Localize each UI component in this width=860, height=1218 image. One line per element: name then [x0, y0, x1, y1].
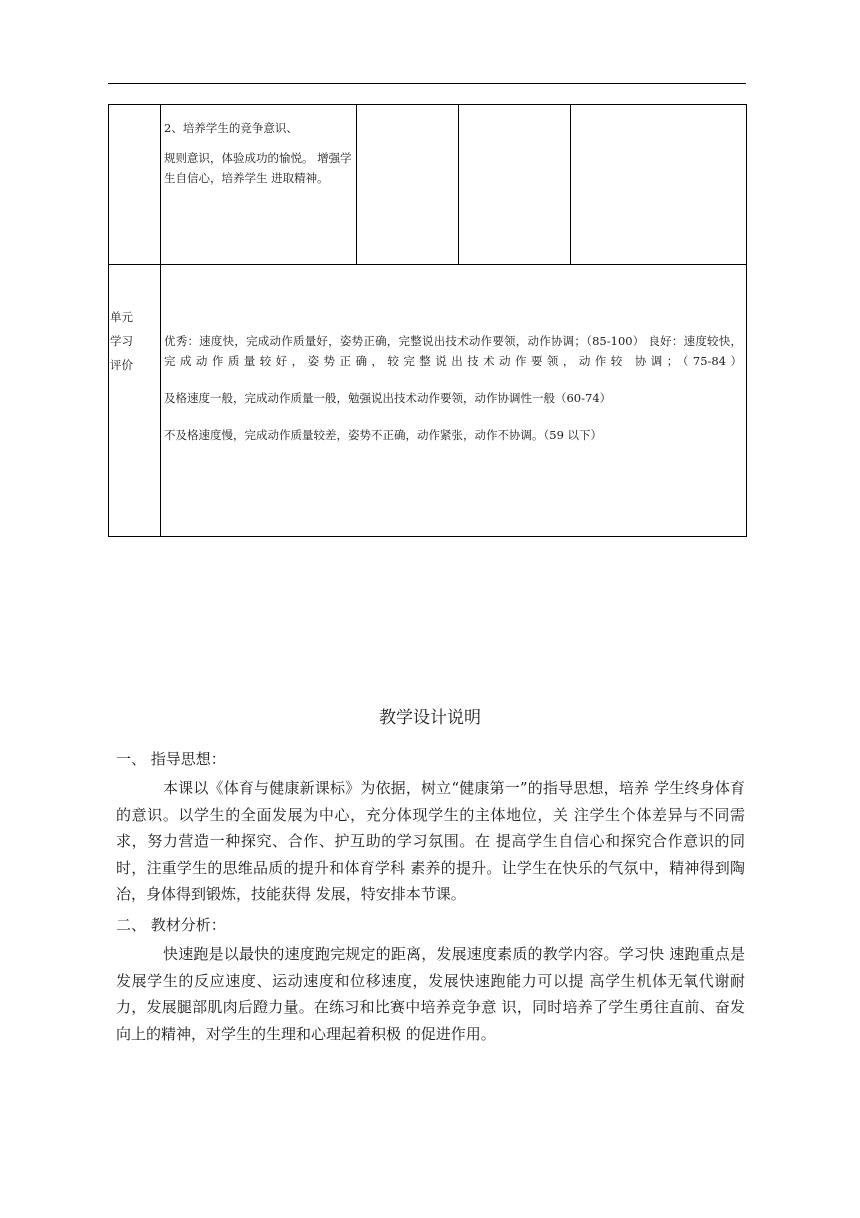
eval-criteria-cell [161, 265, 747, 537]
heading-material-analysis: 二、 教材分析： [116, 916, 226, 934]
lesson-plan-table [108, 104, 747, 537]
eval-criteria-excellent-good: 优秀：速度快，完成动作质量好，姿势正确，完整说出技术动作要领，动作协调；（85-100） 良好：速度较快，完成动作质量较好，姿势正确，较完整说出技术动作要领，动作较 协调；（75-84） [164, 334, 742, 368]
eval-label-line-1: 单元 [110, 310, 133, 324]
eval-label-line-3: 评价 [110, 358, 133, 372]
paragraph-guiding-ideology: 本课以《体育与健康新课标》为依据，树立“健康第一”的指导思想，培养 学生终身体育的意识。以学生的全面发展为中心，充分体现学生的主体地位，关 注学生个体差异与不同需求，努力营造一种探究、合作、护互助的学习氛围。在 提高学生自信心和探究合作意识的同时，注重学生的思维品质的提升和体育学科 素养的提升。让学生在快乐的气氛中，精神得到陶冶，身体得到锻炼，技能获得 发展，特安排本节课。 [116, 779, 745, 903]
heading-guiding-ideology: 一、 指导思想： [116, 750, 226, 768]
table-cell-empty [571, 105, 747, 265]
goal-cell [161, 105, 357, 265]
table-cell-empty [459, 105, 571, 265]
section-title: 教学设计说明 [379, 708, 481, 728]
table-cell-empty [109, 105, 161, 265]
table-cell-empty [357, 105, 459, 265]
eval-label-line-2: 学习 [110, 334, 133, 348]
eval-criteria-pass: 及格速度一般，完成动作质量一般，勉强说出技术动作要领，动作协调性一般（60-74） [164, 391, 612, 405]
goal-line-2: 规则意识，体验成功的愉悦。 增强学生自信心，培养学生 进取精神。 [164, 151, 352, 185]
eval-criteria-fail: 不及格速度慢，完成动作质量较差，姿势不正确，动作紧张，动作不协调。（59 以下） [164, 428, 603, 442]
goal-line-1: 2、培养学生的竞争意识、 [164, 121, 298, 135]
table-row-goals [109, 105, 747, 265]
paragraph-material-analysis: 快速跑是以最快的速度跑完规定的距离，发展速度素质的教学内容。学习快 速跑重点是发展学生的反应速度、运动速度和位移速度，发展快速跑能力可以提 高学生机体无氧代谢耐力，发展腿部肌肉后蹬力量。在练习和比赛中培养竞争意 识，同时培养了学生勇往直前、奋发向上的精神，对学生的生理和心理起着积极 的促进作用。 [116, 945, 745, 1043]
table-row-evaluation [109, 265, 747, 537]
eval-label-cell [109, 265, 161, 537]
header-rule [108, 83, 746, 84]
